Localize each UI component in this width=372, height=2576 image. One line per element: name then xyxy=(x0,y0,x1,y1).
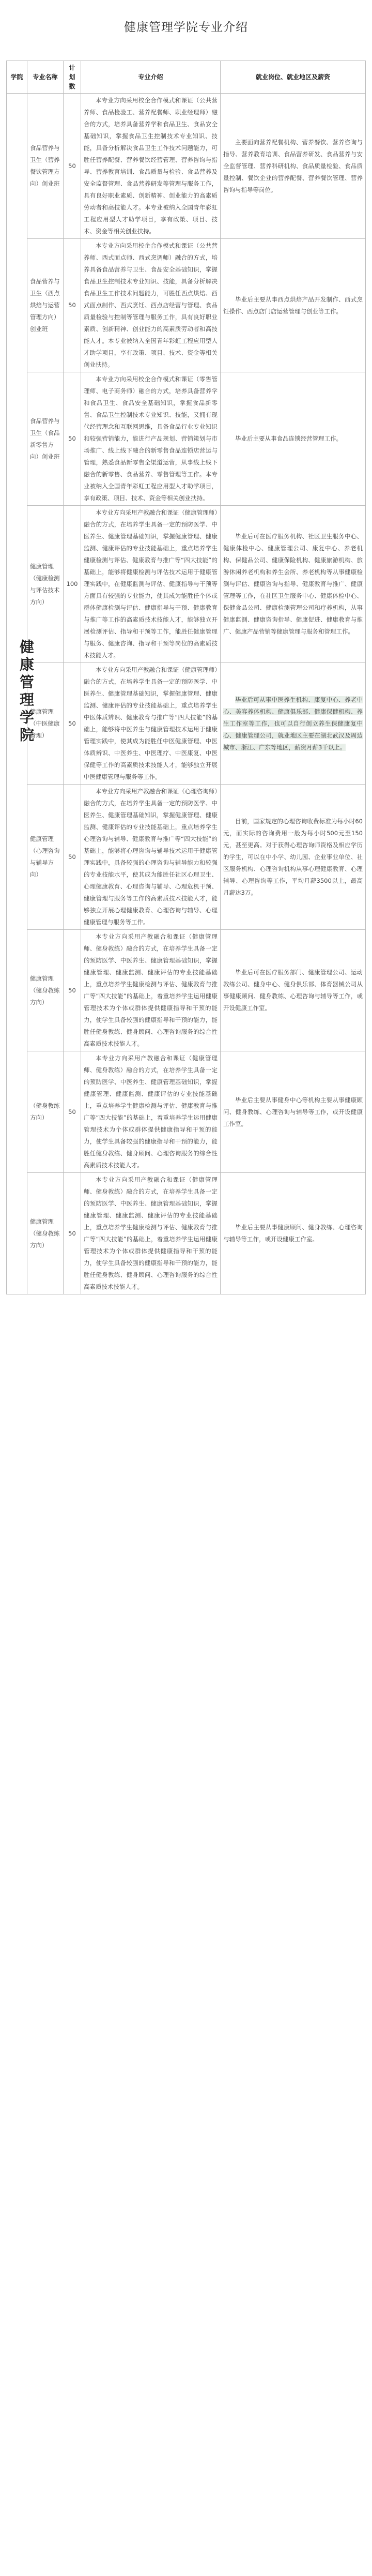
major-name: （健身教练方向） xyxy=(27,1051,64,1173)
table-row xyxy=(7,239,366,372)
major-intro: 本专业方向采用产教融合和课证（健康管理师、健身教练）融合的方式，在培养学生具备一定的预防医学、中医养生、健康管理基础知识，掌握健康管理、健康监测、健康评估的专业技能基础上，重点培养学生健康检测与评估、健康教育与推广等“四大技能”的基础上，着重培养学生运用健康管理技术为个体或群体提供健康指导和干预的能力，使学生具备较强的健康指导和干预的能力，能胜任健身教练、健身顾问、心理咨询服务的综合性高素质技术技能人才。 xyxy=(81,1051,221,1173)
major-jobs: 毕业后主要从事健身中心等机构主要从事健康顾问、健身教练、心理咨询与辅导等工作，或开设健康工作室。 xyxy=(221,1051,366,1173)
major-intro: 本专业方向采用产教融合和课证（心理咨询师）融合的方式，在培养学生具备一定的预防医学、中医养生、健康管理基础知识，掌握健康管理、健康监测、健康评估的专业技能基础上，重点培养学生心理咨询与辅导、健康教育与推广等“四大技能”的基础上，能够将心理咨询与辅导技术运用于健康管理实践中，具备较强的心理咨询与辅导能力和较强的专业技能水平，使其成为能胜任社区心理卫生、心理健康教育、心理咨询与辅导、心理危机干预、健康管理与服务等工作的高素质技术技能人才，能够独立开展心理健康教育、心理咨询与辅导、心理健康管理与服务等工作。 xyxy=(81,785,221,930)
major-intro: 本专业方向采用产教融合和课证（健康管理师、健身教练）融合的方式，在培养学生具备一定的预防医学、中医养生、健康管理基础知识，掌握健康管理、健康监测、健康评估的专业技能基础上，重点培养学生健康检测与评估、健康教育与推广等“四大技能”的基础上，着重培养学生运用健康管理技术为个体或群体提供健康指导和干预的能力，使学生具备较强的健康指导和干预的能力，能胜任健身教练、健身顾问、心理咨询服务的综合性高素质技术技能人才。 xyxy=(81,1173,221,1294)
page-title: 健康管理学院专业介绍 xyxy=(124,21,248,34)
major-table xyxy=(6,61,366,1294)
table-row xyxy=(7,663,366,785)
major-intro: 本专业方向采用校企合作模式和课证（零售管理师、电子商务师）融合的方式，培养具备营养学和食品卫生、食品安全基础知识，掌握食品新零售、食品卫生控制技术专业知识、技能，又拥有现代经营理念和互联网思维，具备食品行业专业知识和较强营销能力，能进行产品规划、营销策划与市场推广、线上线下融合的新零售食品连锁店营运与管理，熟悉食品新零售全渠道运营，从事线上线下融合的新零售、食品营养、零售管理等工作。本专业被纳入全国青年彩虹工程应用型人才助学项目，享有政策、项目、技术、资金等相关创业扶持。 xyxy=(81,372,221,506)
major-intro: 本专业方向采用产教融合和课证（健康管理师）融合的方式，在培养学生具备一定的预防医学、中医养生、健康管理基础知识，掌握健康管理、健康监测、健康评估的专业技能基础上，重点培养学生中医体质辨识、健康教育与推广等“四大技能”的基础上，能够将中医养生与健康管理技术运用于健康管理实践中，使其成为能胜任中医健康管理、中医体质辨识、中医养生、中医理疗、中医康复、中医保健等工作的高素质技术技能人才，能够独立开展中医健康管理与服务等工作。 xyxy=(81,663,221,785)
table-row xyxy=(7,372,366,506)
school-name: 健康管理学院 xyxy=(18,639,35,745)
major-jobs: 毕业后可在医疗服务部门、健康管理公司、运动教练公司、健身中心、健身俱乐部、体育器械公司从事健康顾问、健身教练、心理咨询与辅导等工作，或开设健康工作室。 xyxy=(221,930,366,1051)
plan-count: 50 xyxy=(64,239,81,372)
table-row xyxy=(7,930,366,1051)
major-jobs: 目前，国家规定的心理咨询收费标准为每小时60元，而实际的咨询费用一般为每小时500元至150元，甚至更高。对于获得心理咨询师资格及相应学历的学生，可以在中小学、幼儿园、企业事业单位、社区服务机构、心理咨询机构从事心理健康教育、心理辅导、心理咨询等工作，平均月薪3500以上，最高月薪达3万。 xyxy=(221,785,366,930)
major-name: 健康管理（健康检测与评估技术方向） xyxy=(27,506,64,663)
major-jobs: 毕业后可在医疗服务机构、社区卫生服务中心、健康体检中心、健康管理公司、康复中心、养老机构、保健品公司、健康保险机构、健康旅游机构、旅游休闲养老机构和养生会所、养老机构等从事健康检测与评估、健康咨询与指导、健康教育与推广、健康管理等工作，在社区卫生服务中心、健康体检中心、保健食品公司、健康检测管理公司和疗养机构，从事健康监测、健康咨询指导、健康促进、健康教育与推广、健康产品营销等健康管理与服务和管理工作。 xyxy=(221,506,366,663)
major-name: 食品营养与卫生（西点烘焙与运营管理方向）创业班 xyxy=(27,239,64,372)
table-row xyxy=(7,1173,366,1294)
table-row xyxy=(7,94,366,239)
major-intro: 本专业方向采用校企合作模式和课证（公共营养师、西式面点师、西式烹调师）融合的方式，培养具备食品营养与卫生、食品安全基础知识，掌握食品卫生控制技术专业知识、技能，具备分析解决食品卫生工作技术问题能力，可胜任西点烘焙、西式面点制作、西式烹饪、西点店经营与管理、食品质量检验与控制等管理与服务工作，具有良好职业素质、创新精神、创业能力的高素质劳动者和高技能人才。本专业被纳入全国青年彩虹工程应用型人才助学项目，享有政策、项目、技术、资金等相关创业扶持。 xyxy=(81,239,221,372)
header-jobs: 就业岗位、就业地区及薪资 xyxy=(221,61,366,94)
major-jobs xyxy=(221,663,366,785)
major-jobs: 毕业后主要从事食品连锁经营管理工作。 xyxy=(221,372,366,506)
table-row xyxy=(7,1051,366,1173)
major-jobs: 主要面向营养配餐机构、营养餐饮、营养咨询与指导、营养教育培训、食品营养研发、食品营养与安全监督管理、营养科研机构、食品质量检验、食品质量控制、餐饮企业的营养配餐、营养餐饮管理、营养咨询与指导等岗位。 xyxy=(221,94,366,239)
major-name: 健康管理（健身教练方向） xyxy=(27,930,64,1051)
school-cell xyxy=(7,94,35,1294)
plan-count: 50 xyxy=(64,930,81,1051)
major-jobs: 毕业后主要从事西点烘焙产品开发制作、西式烹饪操作、西点店门店运营管理与创业等工作。 xyxy=(221,239,366,372)
plan-count: 100 xyxy=(64,506,81,663)
plan-count: 50 xyxy=(64,785,81,930)
plan-count: 50 xyxy=(64,372,81,506)
major-name: 食品营养与卫生（营养餐饮管理方向）创业班 xyxy=(27,94,64,239)
header-school: 学院 xyxy=(7,61,27,94)
major-name: 健康管理（心理咨询与辅导方向） xyxy=(27,785,64,930)
plan-count: 50 xyxy=(64,1051,81,1173)
major-name: 健康管理（中医健康管理） xyxy=(27,663,64,785)
major-jobs: 毕业后主要从事健康顾问、健身教练、心理咨询与辅导等工作，或开设健康工作室。 xyxy=(221,1173,366,1294)
header-intro: 专业介绍 xyxy=(81,61,221,94)
major-name: 健康管理（健身教练方向） xyxy=(27,1173,64,1294)
table-row xyxy=(7,506,366,663)
major-intro: 本专业方向采用产教融合和课证（健康管理师）融合的方式，在培养学生具备一定的预防医学、中医养生、健康管理基础知识，掌握健康管理、健康监测、健康评估的专业技能基础上，重点培养学生健康检测与评估、健康教育与推广等“四大技能”的基础上，能够将健康检测与评估技术运用于健康管理实践中，在健康监测与评估、健康指导与干预等方面具有较强的专业能力，使其成为能胜任个体或群体健康检测与评估、健康指导与干预、健康教育与推广等工作的高素质技术技能人才，能够独立开展检测评估、指导和干预等工作，能胜任健康管理与服务、健康咨询、指导和干预等岗位的高素质技术技能人才。 xyxy=(81,506,221,663)
table-row xyxy=(7,785,366,930)
major-name: 食品营养与卫生（食品新零售方向）创业班 xyxy=(27,372,64,506)
plan-count: 50 xyxy=(64,94,81,239)
major-jobs-text: 毕业后可从事中医养生机构、康复中心、养老中心、美容养体机构、健康俱乐部、健康保健机构、养生工作室等工作，也可以自行创立养生保健康复中心、健康管理公司，就业地区主要在湖北武汉及周边城市、浙江、广东等地区，薪资月薪3千以上。 xyxy=(223,696,363,751)
plan-count: 50 xyxy=(64,1173,81,1294)
major-intro: 本专业方向采用校企合作模式和课证（公共营养师、食品检验工、营养配餐师、职业经理师）融合的方式，培养具备营养学和食品卫生、食品安全基础知识，掌握食品卫生控制技术专业知识、技能，具备分析解决食品卫生工作技术问题能力，可胜任营养配餐、营养餐饮经营管理、营养咨询与指导、营养教育培训、食品质量与检验、食品营养及安全监督管理、食品营养研发等管理与服务工作，具有良好职业素质、创新精神、创业能力的高素质劳动者和高技能人才。本专业被纳入全国青年彩虹工程应用型人才助学项目，享有政策、项目、技术、资金等相关创业扶持。 xyxy=(81,94,221,239)
table-header-row xyxy=(7,61,366,94)
plan-count: 50 xyxy=(64,663,81,785)
header-major: 专业名称 xyxy=(27,61,64,94)
header-plan: 计划数 xyxy=(64,61,81,94)
major-intro: 本专业方向采用产教融合和课证（健康管理师、健身教练）融合的方式，在培养学生具备一定的预防医学、中医养生、健康管理基础知识，掌握健康管理、健康监测、健康评估的专业技能基础上，重点培养学生健康检测与评估、健康教育与推广等“四大技能”的基础上，着重培养学生运用健康管理技术为个体或群体提供健康指导和干预的能力，使学生具备较强的健康指导和干预的能力，能胜任健身教练、健身顾问、心理咨询服务的综合性高素质技术技能人才。 xyxy=(81,930,221,1051)
